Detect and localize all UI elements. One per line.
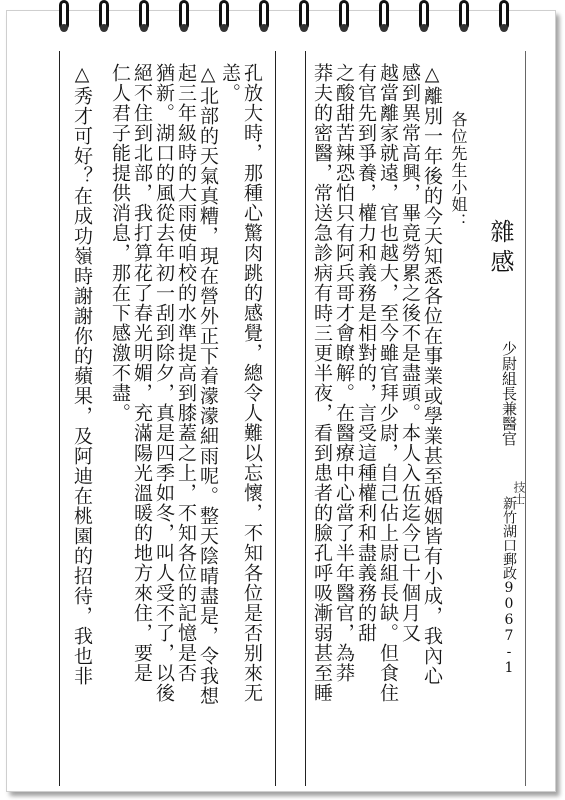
left-column-6: 絕不住到北部，我打算花了春光明媚，充滿陽光溫暖的地方來住，要是 bbox=[131, 63, 153, 683]
right-margin-rule bbox=[525, 51, 526, 786]
spiral-ring-icon bbox=[216, 0, 232, 34]
spiral-ring-icon bbox=[176, 0, 192, 34]
spiral-ring-icon bbox=[296, 0, 312, 34]
left-column-3: △北部的天氣真糟，現在營外正下着濛濛細雨呢。整天陰晴盡是，令我想 bbox=[197, 63, 219, 706]
right-column-2: 感到異常高興，畢竟勞累之後不是盡頭。本人入伍迄今已十個月又 bbox=[399, 63, 421, 643]
spiral-ring-icon bbox=[336, 0, 352, 34]
left-margin-rule bbox=[59, 51, 60, 786]
spiral-ring-icon bbox=[416, 0, 432, 34]
stamp-mark: 技士 bbox=[512, 481, 526, 505]
left-column-5: 猶新。湖口的風從去年初一刮到除夕，真是四季如冬，叫人受不了，以後 bbox=[153, 63, 175, 703]
author-line: 少尉組長兼醫官 bbox=[500, 341, 518, 446]
spiral-ring-icon bbox=[256, 0, 272, 34]
greeting-column: 各位先生小姐： bbox=[449, 111, 468, 230]
right-page-left-rule bbox=[305, 51, 306, 786]
right-column-1: △離別一年後的今天知悉各位在事業或學業甚至婚姻皆有小成，我內心 bbox=[421, 63, 443, 686]
spiral-ring-icon bbox=[496, 0, 512, 34]
address-line: 新竹湖口郵政9067-1 bbox=[501, 496, 517, 676]
spiral-ring-icon bbox=[136, 0, 152, 34]
left-column-8: △秀才可好？在成功嶺時謝謝你的蘋果，及阿迪在桃園的招待，我也非 bbox=[71, 63, 93, 686]
left-column-1: 孔放大時，那種心驚肉跳的感覺，總令人難以忘懷，不知各位是否别來无 bbox=[241, 63, 263, 703]
spiral-ring-icon bbox=[376, 0, 392, 34]
right-column-6: 莽夫的密醫，常送急診病有時三更半夜，看到患者的臉孔呼吸漸弱甚至睡 bbox=[311, 63, 333, 703]
notebook-page bbox=[6, 10, 556, 792]
left-column-4: 起三年級時的大雨使咱校的水準提高到膝蓋之上，不知各位的記憶是否 bbox=[175, 63, 197, 683]
spiral-ring-icon bbox=[96, 0, 112, 34]
left-column-2: 恙。 bbox=[219, 63, 241, 103]
left-column-7: 仁人君子能提供消息，那在下感激不盡。 bbox=[109, 63, 131, 423]
right-column-3: 越當離家就遠，官也越大，至今雖官拜少尉，自己佔上尉組長缺。但食住 bbox=[377, 63, 399, 703]
left-page-right-rule bbox=[275, 51, 276, 786]
spiral-ring-icon bbox=[56, 0, 72, 34]
right-column-5: 之酸甜苦辣恐怕只有阿兵哥才會瞭解。在醫療中心當了半年醫官，為莽 bbox=[333, 63, 355, 683]
document-title: 雜感 bbox=[486, 219, 514, 279]
right-column-4: 有官先到爭養，權力和義務是相對的，言受這種權利和盡義務的甜 bbox=[355, 63, 377, 643]
spiral-ring-icon bbox=[456, 0, 472, 34]
